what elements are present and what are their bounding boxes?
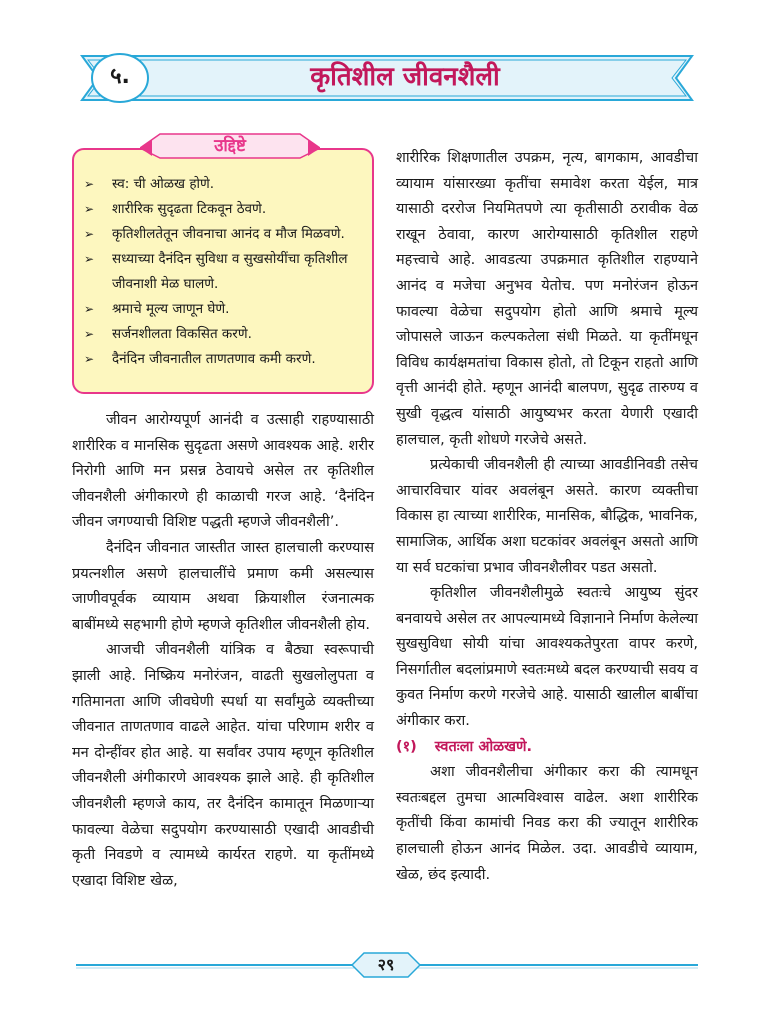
objectives-list: [80, 172, 368, 372]
arrow-bullet-icon: ➢: [84, 352, 95, 366]
paragraph: कृतिशील जीवनशैलीमुळे स्वतःचे आयुष्य सुंदर बनवायचे असेल तर आपल्यामध्ये विज्ञानाने निर्माण केलेल्या सुखसुविधा सोयी यांचा आवश्यकतेपुरता वापर करणे, निसर्गातील बदलांप्रमाणे स्वतःमध्ये बदल करण्याची सवय व कुवत निर्माण करणे गरजेचे आहे. यासाठी खालील बाबींचा अंगीकार करा.: [396, 585, 698, 730]
objective-item: ➢ सर्जनशीलता विकसित करणे.: [80, 322, 368, 347]
paragraph: दैनंदिन जीवनात जास्तीत जास्त हालचाली करण्यास प्रयत्नशील असणे हालचालींचे प्रमाण कमी असल्यास जाणीवपूर्वक व्यायाम अथवा क्रियाशील रंजनात्मक बाबींमध्ये सहभागी होणे म्हणजे कृतिशील जीवनशैली होय.: [72, 539, 374, 633]
left-column: [72, 408, 374, 894]
section-heading: [396, 735, 698, 761]
objective-item: ➢ शारीरिक सुदृढता टिकवून ठेवणे.: [80, 197, 368, 222]
objective-item: ➢ सध्याच्या दैनंदिन सुविधा व सुखसोयींचा कृतिशील जीवनाशी मेळ घालणे.: [80, 247, 368, 297]
paragraph: प्रत्येकाची जीवनशैली ही त्याच्या आवडीनिवडी तसेच आचारविचार यांवर अवलंबून असते. कारण व्यक्तीचा विकास हा त्याच्या शारीरिक, मानसिक, बौद्धिक, भावनिक, सामाजिक, आर्थिक अशा घटकांवर अवलंबून असतो आणि या सर्व घटकांचा प्रभाव जीवनशैलीवर पडत असतो.: [396, 457, 698, 576]
arrow-bullet-icon: ➢: [84, 252, 95, 266]
arrow-bullet-icon: ➢: [84, 202, 95, 216]
paragraph: अशा जीवनशैलीचा अंगीकार करा की त्यामधून स्वतःबद्दल तुमचा आत्मविश्वास वाढेल. अशा शारीरिक कृतींची किंवा कामांची निवड करा की ज्यातून शारीरिक हालचाली होऊन आनंद मिळेल. उदा. आवडीचे व्यायाम, खेळ, छंद इत्यादी.: [396, 764, 698, 883]
section-number: (१): [396, 738, 417, 755]
objective-item: ➢ श्रमाचे मूल्य जाणून घेणे.: [80, 297, 368, 322]
paragraph: जीवन आरोग्यपूर्ण आनंदी व उत्साही राहण्यासाठी शारीरिक व मानसिक सुदृढता असणे आवश्यक आहे. शरीर निरोगी आणि मन प्रसन्न ठेवायचे असेल तर कृतिशील जीवनशैली अंगीकारणे ही काळाची गरज आहे. ‘दैनंदिन जीवन जगण्याची विशिष्ट पद्धती म्हणजे जीवनशैली’.: [72, 412, 374, 531]
paragraph: शारीरिक शिक्षणातील उपक्रम, नृत्य, बागकाम, आवडीचा व्यायाम यांसारख्या कृतींचा समावेश करता येईल, मात्र यासाठी दररोज नियमितपणे त्या कृतीसाठी ठरावीक वेळ राखून ठेवावा, कारण आरोग्यासाठी कृतिशील राहणे महत्त्वाचे आहे. आवडत्या उपक्रमात कृतिशील राहण्याने आनंद व मजेचा अनुभव येतोच. पण मनोरंजन होऊन फावल्या वेळेचा सदुपयोग होतो आणि श्रमाचे मूल्य जोपासले जाऊन कल्पकतेला संधी मिळते. या कृतींमधून विविध कार्यक्षमतांचा विकास होतो, तो टिकून राहतो आणि वृत्ती आनंदी होते. म्हणून आनंदी बालपण, सुदृढ तारुण्य व सुखी वृद्धत्व यांसाठी आयुष्यभर करता येणारी एखादी हालचाल, कृती शोधणे गरजेचे असते.: [396, 150, 698, 448]
objective-item: ➢ दैनंदिन जीवनातील ताणतणाव कमी करणे.: [80, 347, 368, 372]
chapter-number: ५.: [110, 64, 130, 89]
objective-item: ➢ कृतिशीलतेतून जीवनाचा आनंद व मौज मिळवणे.: [80, 222, 368, 247]
section-heading-text: स्वतःला ओळखणे.: [434, 738, 533, 755]
chapter-title: कृतिशील जीवनशैली: [310, 62, 500, 92]
right-column: [396, 146, 698, 888]
objectives-title: उद्दिष्टे: [214, 136, 246, 156]
objective-item: ➢ स्व: ची ओळख होणे.: [80, 172, 368, 197]
arrow-bullet-icon: ➢: [84, 227, 95, 241]
arrow-bullet-icon: ➢: [84, 177, 95, 191]
paragraph: आजची जीवनशैली यांत्रिक व बैठ्या स्वरूपाची झाली आहे. निष्क्रिय मनोरंजन, वाढती सुखलोलुपता व गतिमानता आणि जीवघेणी स्पर्धा या सर्वांमुळे व्यक्तीच्या जीवनात ताणतणाव वाढले आहेत. यांचा परिणाम शरीर व मन दोन्हींवर होत आहे. या सर्वांवर उपाय म्हणून कृतिशील जीवनशैली अंगीकारणे आवश्यक झाले आहे. ही कृतिशील जीवनशैली म्हणजे काय, तर दैनंदिन कामातून मिळणाऱ्या फावल्या वेळेचा सदुपयोग करण्यासाठी एखादी आवडीची कृती निवडणे व त्यामध्ये कार्यरत राहणे. या कृतींमध्ये एखादा विशिष्ट खेळ,: [72, 642, 374, 889]
arrow-bullet-icon: ➢: [84, 327, 95, 341]
arrow-bullet-icon: ➢: [84, 302, 95, 316]
page-number: २९: [377, 955, 395, 974]
